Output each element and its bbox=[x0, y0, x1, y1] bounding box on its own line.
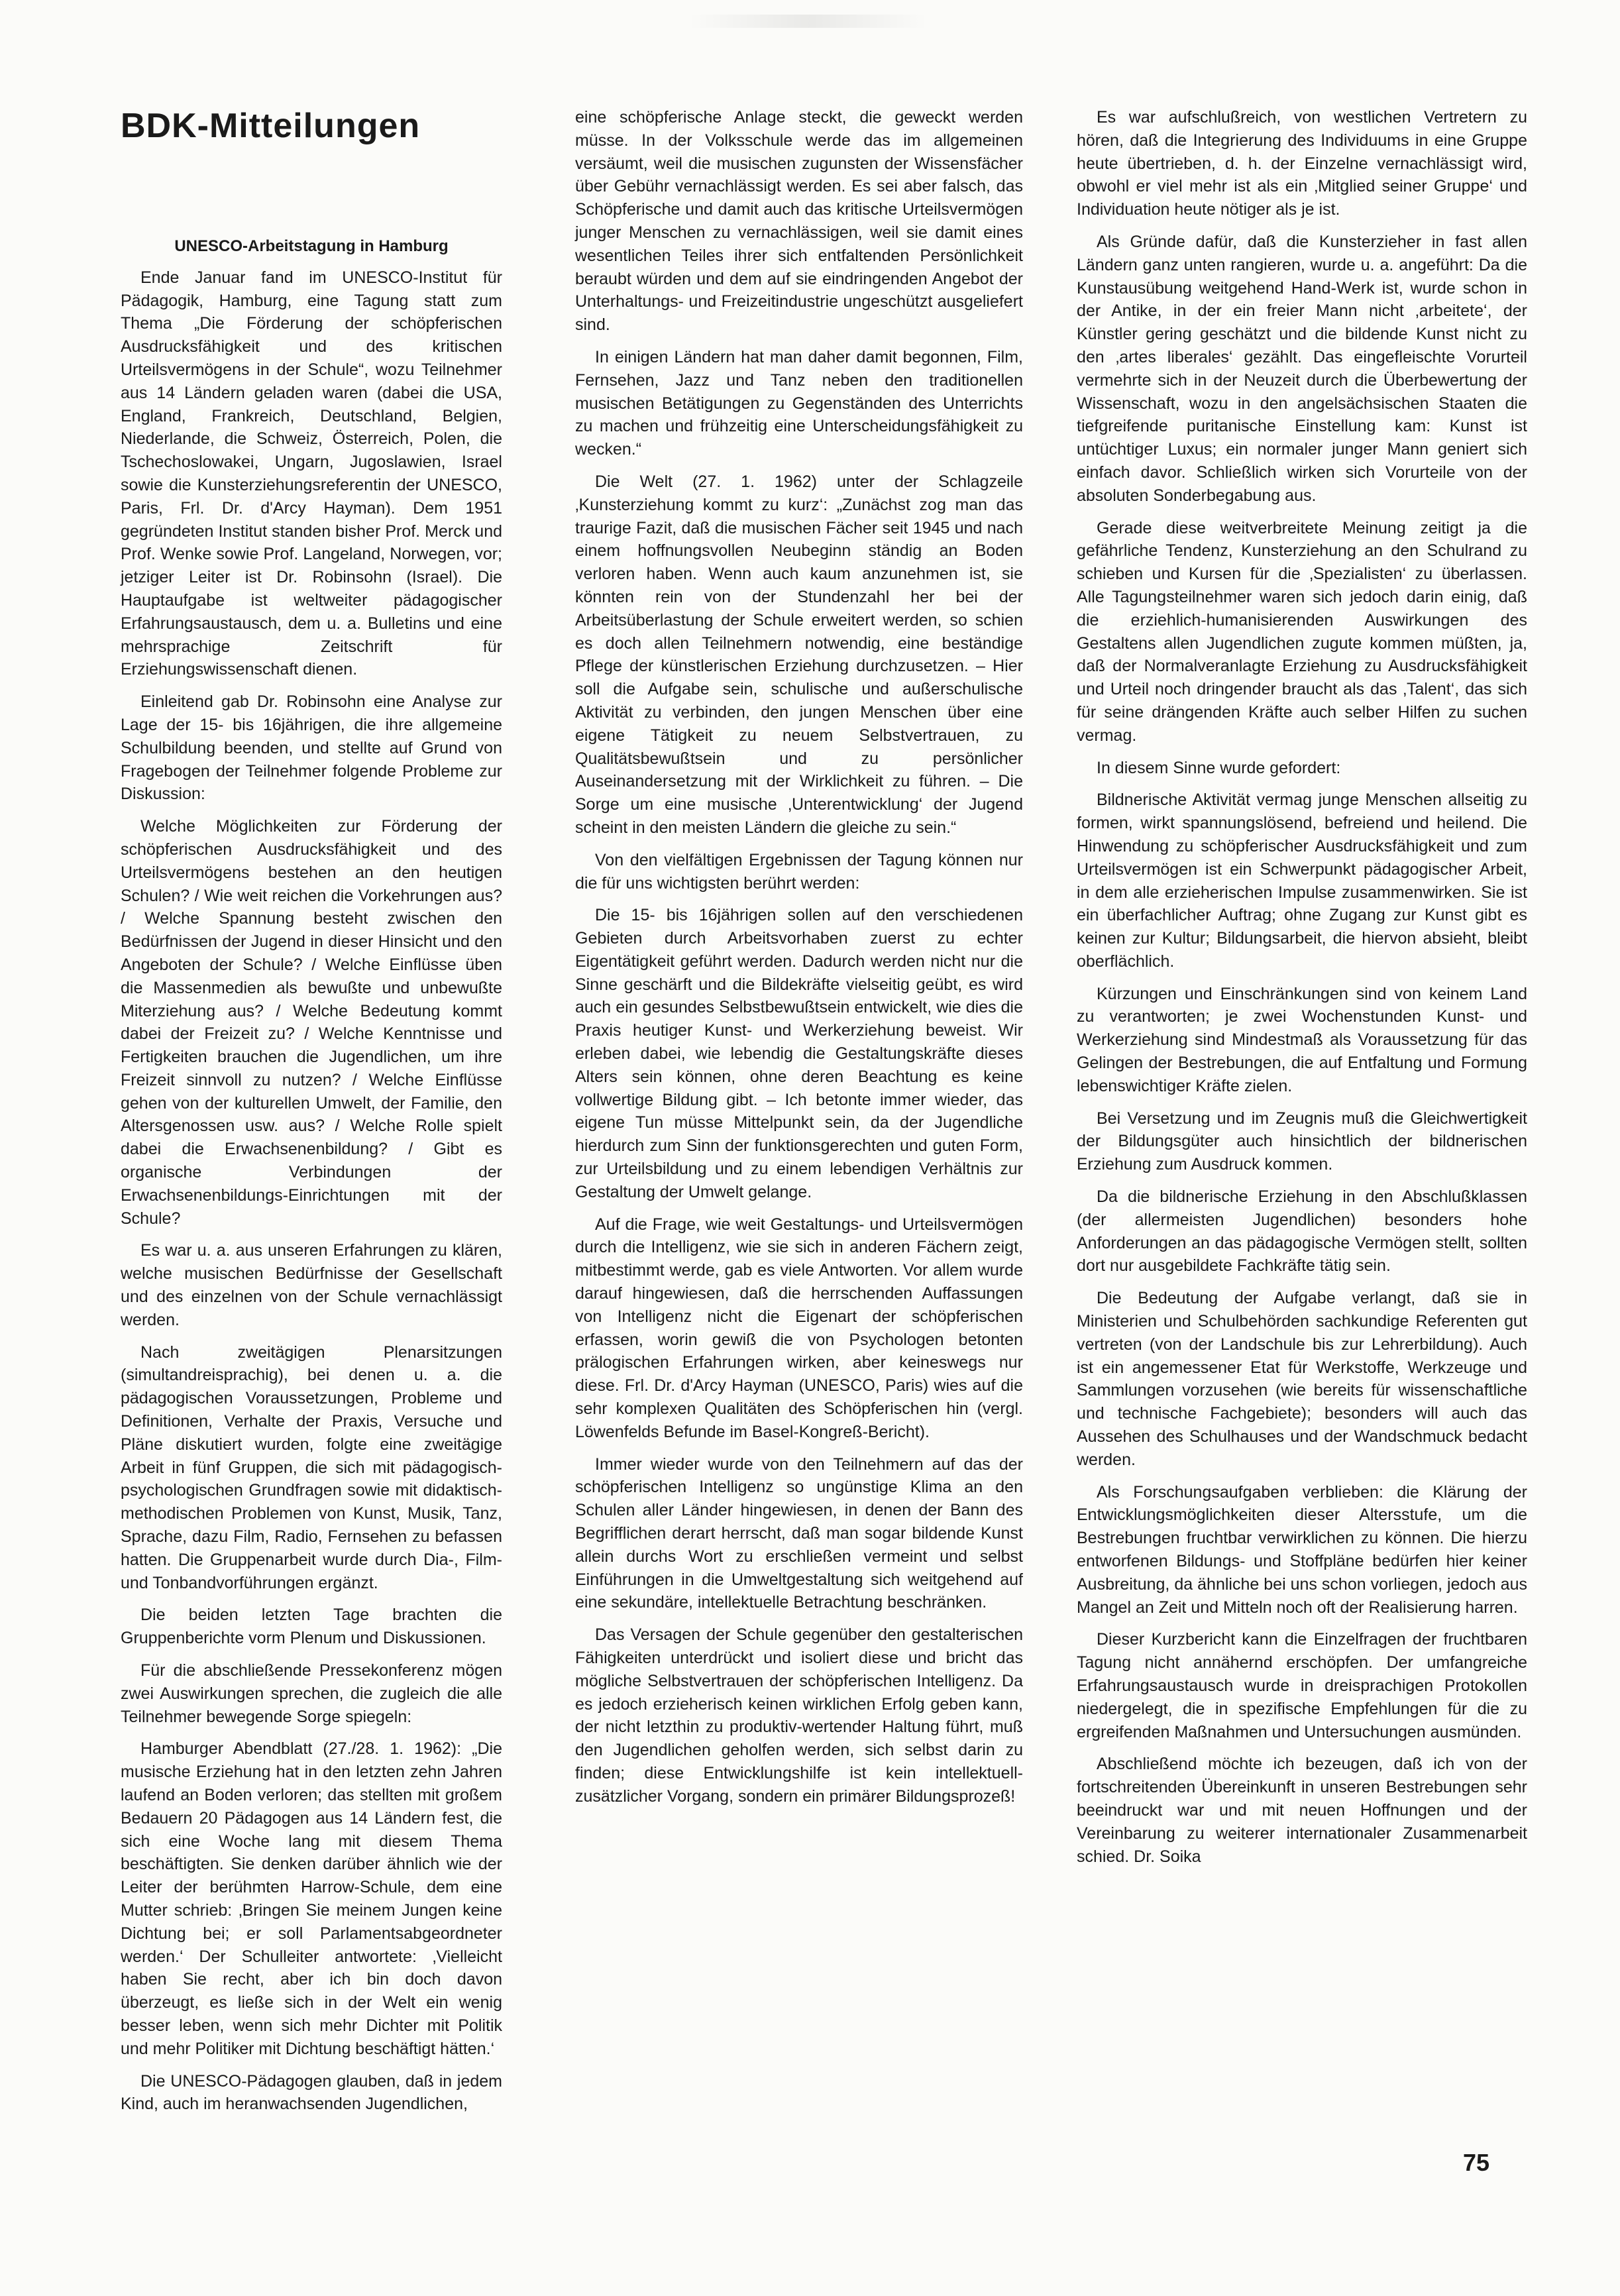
paragraph: Kürzungen und Einschränkungen sind von keinem Land zu verantworten; je zwei Wochenstunden Kunst- und Werkerziehung sind Mindestmaß als Voraussetzung für das Gelingen der Bestrebungen, die auf Entfaltung und Formung lebenswichtiger Kräfte zielen. bbox=[1077, 984, 1527, 1095]
paragraph: Immer wieder wurde von den Teilnehmern auf das der schöpferischen Intelligenz so ungünstige Klima an den Schulen aller Länder hingewiesen, in denen der Bann des Begrifflichen derart herrscht, daß man sogar bildende Kunst allein durchs Wort zu erschließen vermeint und selbst Einführungen in die Umweltgestaltung sich weitgehend auf eine sekundäre, intellektuelle Betrachtung beschränken. bbox=[575, 1454, 1023, 1612]
paragraph: Die UNESCO-Pädagogen glauben, daß in jedem Kind, auch im heranwachsenden Jugendlichen, bbox=[121, 2071, 502, 2114]
paragraph: Dieser Kurzbericht kann die Einzelfragen der fruchtbaren Tagung nicht annähernd erschöpfen. Der umfangreiche Erfahrungsaustausch wurde in dreisprachigen Protokollen niedergelegt, die in spezifische Empfehlungen für die zu ergreifenden Maßnahmen und Untersuchungen ausmünden. bbox=[1077, 1630, 1527, 1741]
paragraph: In einigen Ländern hat man daher damit begonnen, Film, Fernsehen, Jazz und Tanz neben den traditionellen musischen Betätigungen zu Gegenständen des Unterrichts zu machen und frühzeitig eine Unterscheidungsfähigkeit zu wecken.“ bbox=[575, 347, 1023, 459]
paragraph: Als Gründe dafür, daß die Kunsterzieher in fast allen Ländern ganz unten rangieren, wurde u. a. angeführt: Da die Kunstausübung weitgehend Hand-Werk ist, wurde schon in der Antike, in der ein freier Mann nicht ‚arbeitete‘, der Künstler gering geschätzt und die bildende Kunst nicht zu den ‚artes liberales‘ gezählt. Das eingefleischte Vorurteil vermehrte sich in der Neuzeit durch die Überbewertung der Wissenschaft, wozu in den angelsächsischen Staaten die tiefgreifende puritanische Einstellung kam: Kunst ist untüchtiger Luxus; ein normaler junger Mann geniert sich einfach davor. Schließlich wirken sich Vorurteile von der absoluten Sonderbegabung aus. bbox=[1077, 232, 1527, 505]
paragraph: Abschließend möchte ich bezeugen, daß ich von der fortschreitenden Übereinkunft in unseren Bestrebungen sehr beeindruckt war und mit neuen Hoffnungen und der Vereinbarung zu weiterer internationaler Zusammenarbeit schied. Dr. Soika bbox=[1077, 1755, 1527, 1866]
paragraph: Von den vielfältigen Ergebnissen der Tagung können nur die für uns wichtigsten berührt werden: bbox=[575, 850, 1023, 893]
column-2 bbox=[575, 106, 1023, 1818]
paragraph: Das Versagen der Schule gegenüber den gestalterischen Fähigkeiten unterdrückt und isoliert diese und bricht das mögliche Selbstvertrauen der schöpferischen Intelligenz. Da es jedoch erzieherisch keinen wirklichen Erfolg geben kann, der nicht letzthin zu produktiv-wertender Haltung führt, muß den Jugendlichen geholfen werden, sich selbst darin zu finden; diese Entwicklungshilfe ist kein intellektuell-zusätzlicher Vorgang, sondern ein primärer Bildungsprozeß! bbox=[575, 1625, 1023, 1806]
article-subheading: UNESCO-Arbeitstagung in Hamburg bbox=[174, 237, 449, 255]
paragraph: Ende Januar fand im UNESCO-Institut für Pädagogik, Hamburg, eine Tagung statt zum Thema „Die Förderung der schöpferischen Ausdrucksfähigkeit und des kritischen Urteilsvermögens in der Schule“, wozu Teilnehmer aus 14 Ländern geladen waren (dabei die USA, England, Frankreich, Deutschland, Belgien, Niederlande, die Schweiz, Österreich, Polen, die Tschechoslowakei, Ungarn, Jugoslawien, Israel sowie die Kunsterziehungsreferentin der UNESCO, Paris, Frl. Dr. d'Arcy Hayman). Dem 1951 gegründeten Institut standen bisher Prof. Merck und Prof. Wenke sowie Prof. Langeland, Norwegen, vor; jetziger Leiter ist Dr. Robinsohn (Israel). Die Hauptaufgabe ist weltweiter pädagogischer Erfahrungsaustausch, dem u. a. Bulletins und eine mehrsprachige Zeitschrift für Erziehungswissenschaft dienen. bbox=[121, 268, 502, 679]
page-number: 75 bbox=[1463, 2149, 1490, 2176]
paragraph: Die 15- bis 16jährigen sollen auf den verschiedenen Gebieten durch Arbeitsvorhaben zuerst zu echter Eigentätigkeit geführt werden. Dadurch werden nicht nur die Sinne geschärft und die Bildekräfte vielseitig geübt, es wird auch ein gesundes Selbstbewußtsein entwickelt, wie dies die Praxis heutiger Kunst- und Werkerziehung beweist. Wir erleben dabei, wie lebendig die Gestaltungskräfte dieses Alters sein können, ohne deren Beachtung es keine vollwertige Bildung gibt. – Ich betonte immer wieder, das eigene Tun müsse Mittelpunkt sein, da der Jugendliche hierdurch zum Sinn der funktionsgerechten und guten Form, zur Urteilsbildung und zu einem lebendigen Verhältnis zur Gestaltung der Umwelt gelange. bbox=[575, 906, 1023, 1201]
paragraph: Als Forschungsaufgaben verblieben: die Klärung der Entwicklungsmöglichkeiten dieser Altersstufe, um die Bestrebungen fruchtbar verwirklichen zu können. Die hierzu entworfenen Bildungs- und Stoffpläne bedürfen hier keiner Ausbreitung, da ähnliche bei uns schon vorliegen, jedoch aus Mangel an Zeit und Mitteln noch oft der Realisierung harren. bbox=[1077, 1482, 1527, 1617]
paragraph: Einleitend gab Dr. Robinsohn eine Analyse zur Lage der 15- bis 16jährigen, die ihre allgemeine Schulbildung beenden, und stellte auf Grund von Fragebogen der Teilnehmer folgende Probleme zur Diskussion: bbox=[121, 692, 502, 804]
paragraph: Hamburger Abendblatt (27./28. 1. 1962): „Die musische Erziehung hat in den letzten zehn Jahren laufend an Boden verloren; das stellten mit großem Bedauern 20 Pädagogen aus 14 Ländern fest, die sich eine Woche lang mit diesem Thema beschäftigten. Sie denken darüber ähnlich wie der Leiter der berühmten Harrow-Schule, dem eine Mutter schrieb: ‚Bringen Sie meinem Jungen keine Dichtung bei; er soll Parlamentsabgeordneter werden.‘ Der Schulleiter antwortete: ‚Vielleicht haben Sie recht, aber ich bin doch davon überzeugt, es ließe sich in der Welt ein wenig besser leben, wenn sich mehr Dichter mit Politik und mehr Politiker mit Dichtung beschäftigt hätten.‘ bbox=[121, 1739, 502, 2058]
paragraph: Da die bildnerische Erziehung in den Abschlußklassen (der allermeisten Jugendlichen) besonders hohe Anforderungen an das pädagogische Vermögen stellt, sollten dort nur ausgebildete Fachkräfte tätig sein. bbox=[1077, 1187, 1527, 1276]
page-heading: BDK-Mitteilungen bbox=[121, 107, 421, 145]
paragraph: Welche Möglichkeiten zur Förderung der schöpferischen Ausdrucksfähigkeit und des Urteilsvermögens bestehen an den heutigen Schulen? / Wie weit reichen die Vorkehrungen aus? / Welche Spannung besteht zwischen den Bedürfnissen der Jugend in dieser Hinsicht und den Angeboten der Schule? / Welche Einflüsse üben die Massenmedien als bewußte und unbewußte Miterziehung aus? / Welche Bedeutung kommt dabei der Freizeit zu? / Welche Kenntnisse und Fertigkeiten brauchen die Jugendlichen, um ihre Freizeit sinnvoll zu nutzen? / Welche Einflüsse gehen von der kulturellen Umwelt, der Familie, den Altersgenossen usw. aus? / Welche Rolle spielt dabei die Erwachsenenbildung? / Gibt es organische Verbindungen der Erwachsenenbildungs-Einrichtungen mit der Schule? bbox=[121, 817, 502, 1228]
scan-mark bbox=[689, 15, 928, 28]
paragraph: Gerade diese weitverbreitete Meinung zeitigt ja die gefährliche Tendenz, Kunsterziehung an den Schulrand zu schieben und Kursen für die ‚Spezialisten‘ zu überlassen. Alle Tagungsteilnehmer waren sich jedoch darin einig, daß die erziehlich-humanisierenden Auswirkungen des Gestaltens allen Jugendlichen zugute kommen müßten, ja, daß der Normalveranlagte Erziehung zu Ausdrucksfähigkeit und Urteil noch dringender braucht als das ‚Talent‘, das sich für seine drängenden Kräfte auch selber Hilfen zu suchen vermag. bbox=[1077, 518, 1527, 745]
paragraph: Es war aufschlußreich, von westlichen Vertretern zu hören, daß die Integrierung des Individuums in eine Gruppe heute übertrieben, d. h. der Einzelne vernachlässigt wird, obwohl er viel mehr ist als ein ‚Mitglied seiner Gruppe‘ und Individuation heute nötiger als je ist. bbox=[1077, 108, 1527, 219]
paragraph: Die beiden letzten Tage brachten die Gruppenberichte vorm Plenum und Diskussionen. bbox=[121, 1606, 502, 1648]
paragraph: In diesem Sinne wurde gefordert: bbox=[1097, 758, 1341, 777]
paragraph: Bildnerische Aktivität vermag junge Menschen allseitig zu formen, wirkt spannungslösend, befreiend und heilend. Die Hinwendung zu schöpferischer Ausdrucksfähigkeit und zum Urteilsvermögen ist ein Schwerpunkt pädagogischer Arbeit, in dem alle erzieherischen Impulse zusammenwirken. Sie ist ein überfachlicher Auftrag; ohne Zugang zur Kunst gibt es keinen zur Kultur; Bildungsarbeit, die hiervon absieht, bleibt oberflächlich. bbox=[1077, 791, 1527, 971]
paragraph: Es war u. a. aus unseren Erfahrungen zu klären, welche musischen Bedürfnisse der Gesellschaft und des einzelnen von der Schule vernachlässigt werden. bbox=[121, 1241, 502, 1329]
column-1 bbox=[121, 235, 502, 2125]
paragraph: Auf die Frage, wie weit Gestaltungs- und Urteilsvermögen durch die Intelligenz, wie sie sich in anderen Fächern zeigt, mitbestimmt werde, gab es viele Antworten. Vor allem wurde darauf hingewiesen, daß die herrschenden Auffassungen von Intelligenz nicht die Eigenart der schöpferischen erfassen, worin gewiß die von Psychologen betonten prälogischen Erfahrungen wirken, aber keineswegs nur diese. Frl. Dr. d'Arcy Hayman (UNESCO, Paris) wies auf die sehr komplexen Qualitäten des Schöpferischen hin (vergl. Löwenfelds Befunde im Basel-Kongreß-Bericht). bbox=[575, 1215, 1023, 1441]
paragraph: eine schöpferische Anlage steckt, die geweckt werden müsse. In der Volksschule werde das im allgemeinen versäumt, weil die musischen zugunsten der Wissensfächer über Gebühr vernachlässigt werden. Es sei aber falsch, das Schöpferische und damit auch das kritische Urteilsvermögen junger Menschen zu vernachlässigen, weil sie damit eines wesentlichen Teiles ihrer sich entfaltenden Persönlichkeit beraubt würden und dem auf sie eindringenden Angebot der Unterhaltungs- und Freizeitindustrie ungeschützt ausgeliefert sind. bbox=[575, 108, 1023, 335]
paragraph: Die Bedeutung der Aufgabe verlangt, daß sie in Ministerien und Schulbehörden sachkundige Referenten gut vertreten (von der Landschule bis zur Lehrerbildung). Auch ist ein angemessener Etat für Werkstoffe, Werkzeuge und Sammlungen vorzusehen (wie bereits für wissenschaftliche und technische Fachgebiete); besonders will auch das Aussehen des Schulhauses und der Wandschmuck bedacht werden. bbox=[1077, 1289, 1527, 1469]
paragraph: Bei Versetzung und im Zeugnis muß die Gleichwertigkeit der Bildungsgüter auch hinsichtlich der bildnerischen Erziehung zum Ausdruck kommen. bbox=[1077, 1109, 1527, 1174]
column-3 bbox=[1077, 106, 1527, 1877]
paragraph: Die Welt (27. 1. 1962) unter der Schlagzeile ‚Kunsterziehung kommt zu kurz‘: „Zunächst zog man das traurige Fazit, daß die musischen Fächer seit 1945 und nach einem hoffnungsvollen Neubeginn ständig an Boden verloren haben. Wenn auch kaum anzunehmen ist, sie könnten rein von der Stundenzahl her bei der Arbeitsüberlastung der Schule erweitert werden, so schien es doch allen Teilnehmern notwendig, eine beständige Pflege der künstlerischen Erziehung durchzusetzen. – Hier soll die Aufgabe sein, schulische und außerschulische Aktivität zu verbinden, den jungen Menschen über eine eigene Tätigkeit zu neuem Selbstvertrauen, zu Qualitätsbewußtsein und zu persönlicher Auseinandersetzung mit der Wirklichkeit zu führen. – Die Sorge um eine musische ‚Unterentwicklung‘ der Jugend scheint in den meisten Ländern die gleiche zu sein.“ bbox=[575, 472, 1023, 837]
paragraph: Nach zweitägigen Plenarsitzungen (simultandreisprachig), bei denen u. a. die pädagogischen Voraussetzungen, Probleme und Definitionen, Verhalte der Praxis, Versuche und Pläne diskutiert wurden, folgte eine zweitägige Arbeit in fünf Gruppen, die sich mit pädagogisch-psychologischen Grundfragen sowie mit didaktisch-methodischen Problemen von Kunst, Musik, Tanz, Sprache, dazu Film, Radio, Fernsehen zu befassen hatten. Die Gruppenarbeit wurde durch Dia-, Film- und Tonbandvorführungen ergänzt. bbox=[121, 1342, 502, 1592]
paragraph: Für die abschließende Pressekonferenz mögen zwei Auswirkungen sprechen, die zugleich die alle Teilnehmer bewegende Sorge spiegeln: bbox=[121, 1661, 502, 1726]
